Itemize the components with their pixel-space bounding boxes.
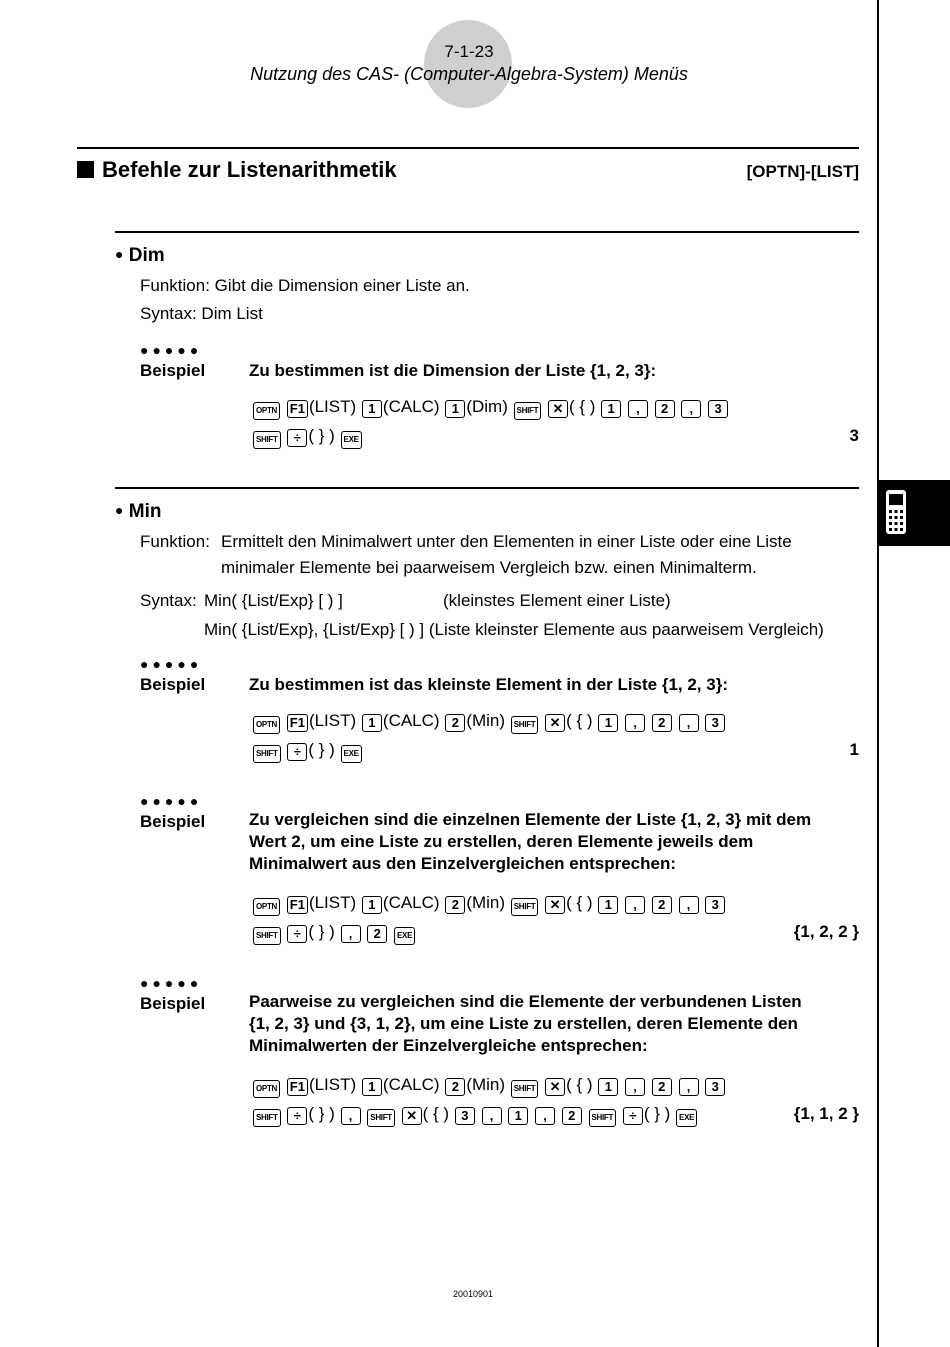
key-label: (LIST) bbox=[308, 397, 357, 416]
comma-key: , bbox=[681, 400, 701, 418]
shift-key: SHIFT bbox=[511, 716, 539, 734]
key-label: (Dim) bbox=[466, 397, 508, 416]
dim-name: Dim bbox=[128, 245, 165, 266]
comma-key: , bbox=[625, 714, 645, 732]
square-bullet-icon bbox=[77, 161, 94, 178]
min-ex2-title bbox=[249, 809, 811, 875]
key-3: 3 bbox=[705, 896, 725, 914]
shift-key: SHIFT bbox=[511, 898, 539, 916]
key-label: ( { ) bbox=[568, 397, 596, 416]
key-3: 3 bbox=[708, 400, 728, 418]
min-ex1-title: Zu bestimmen ist das kleinste Element in der Liste {1, 2, 3}: bbox=[249, 675, 728, 694]
min-ex1-result: 1 bbox=[849, 740, 859, 759]
min-ex2-title-line: Zu vergleichen sind die einzelnen Elemente der Liste {1, 2, 3} mit dem bbox=[249, 810, 812, 829]
min-syntax-label: Syntax: bbox=[140, 591, 197, 610]
key-1: 1 bbox=[362, 1078, 382, 1096]
comma-key: , bbox=[679, 714, 699, 732]
bullet-icon: ● bbox=[115, 502, 124, 518]
key-2: 2 bbox=[652, 1078, 672, 1096]
footer-code: 20010901 bbox=[452, 1289, 494, 1299]
key-2: 2 bbox=[652, 714, 672, 732]
beispiel-label: Beispiel bbox=[140, 675, 206, 694]
key-1: 1 bbox=[445, 400, 465, 418]
min-syntax1-desc: (kleinstes Element einer Liste) bbox=[443, 591, 671, 610]
key-3: 3 bbox=[705, 1078, 725, 1096]
comma-key: , bbox=[535, 1107, 555, 1125]
key-label: ( { ) bbox=[566, 1075, 593, 1094]
shift-key: SHIFT bbox=[589, 1109, 617, 1127]
key-label: (CALC) bbox=[382, 893, 440, 912]
shift-key: SHIFT bbox=[253, 927, 281, 945]
key-label: ( } ) bbox=[308, 740, 335, 759]
key-label: ( } ) bbox=[308, 426, 335, 445]
dim-ex1-result: 3 bbox=[849, 426, 859, 445]
key-label: (LIST) bbox=[308, 893, 357, 912]
example-dots: ●●●●● bbox=[140, 656, 203, 672]
f1-key: F1 bbox=[287, 400, 308, 418]
key-2: 2 bbox=[445, 1078, 465, 1096]
key-label: ( } ) bbox=[643, 1104, 671, 1123]
key-2: 2 bbox=[562, 1107, 582, 1125]
key-2: 2 bbox=[367, 925, 387, 943]
min-ex2-title-line: Wert 2, um eine Liste zu erstellen, deren Elemente jeweils dem bbox=[249, 832, 754, 851]
key-label: (CALC) bbox=[382, 1075, 440, 1094]
key-3: 3 bbox=[705, 714, 725, 732]
times-key: ✕ bbox=[545, 1078, 565, 1096]
dim-ex1-title: Zu bestimmen ist die Dimension der Liste {1, 2, 3}: bbox=[249, 361, 657, 380]
example-dots: ●●●●● bbox=[140, 793, 203, 809]
shift-key: SHIFT bbox=[514, 402, 542, 420]
min-ex3-keys-line1 bbox=[252, 1074, 726, 1096]
chapter-tab bbox=[879, 480, 950, 546]
min-ex3-title-line: {1, 2, 3} und {3, 1, 2}, um eine Liste zu erstellen, deren Elemente den bbox=[249, 1014, 798, 1033]
dim-rule bbox=[115, 231, 859, 233]
optn-key: OPTN bbox=[253, 716, 280, 734]
comma-key: , bbox=[625, 896, 645, 914]
f1-key: F1 bbox=[287, 1078, 308, 1096]
key-2: 2 bbox=[652, 896, 672, 914]
key-label: (Min) bbox=[466, 1075, 506, 1094]
key-1: 1 bbox=[508, 1107, 528, 1125]
optn-key: OPTN bbox=[253, 898, 280, 916]
comma-key: , bbox=[482, 1107, 502, 1125]
times-key: ✕ bbox=[545, 714, 565, 732]
example-dots: ●●●●● bbox=[140, 975, 203, 991]
beispiel-label: Beispiel bbox=[140, 812, 206, 831]
min-heading bbox=[115, 501, 161, 523]
dim-heading bbox=[115, 245, 165, 267]
optn-key: OPTN bbox=[253, 402, 280, 420]
bullet-icon: ● bbox=[115, 246, 124, 262]
min-ex3-title-line: Minimalwerten der Einzelvergleiche entsprechen: bbox=[249, 1036, 648, 1055]
key-label: ( { ) bbox=[566, 711, 593, 730]
dim-ex1-keys-line2 bbox=[252, 425, 363, 447]
page-number: 7-1-23 bbox=[444, 42, 494, 61]
key-1: 1 bbox=[598, 896, 618, 914]
f1-key: F1 bbox=[287, 714, 308, 732]
margin-line bbox=[877, 0, 879, 1347]
exe-key: EXE bbox=[676, 1109, 697, 1127]
shift-key: SHIFT bbox=[253, 1109, 281, 1127]
times-key: ✕ bbox=[545, 896, 565, 914]
dim-ex1-keys-line1 bbox=[252, 396, 729, 418]
exe-key: EXE bbox=[341, 745, 362, 763]
exe-key: EXE bbox=[341, 431, 362, 449]
shift-key: SHIFT bbox=[253, 745, 281, 763]
key-label: ( } ) bbox=[308, 922, 335, 941]
key-1: 1 bbox=[601, 400, 621, 418]
key-1: 1 bbox=[362, 896, 382, 914]
dim-funktion: Funktion: Gibt die Dimension einer Liste an. bbox=[140, 276, 470, 295]
example-dots: ●●●●● bbox=[140, 342, 203, 358]
optn-key: OPTN bbox=[253, 1080, 280, 1098]
min-rule bbox=[115, 487, 859, 489]
key-1: 1 bbox=[598, 1078, 618, 1096]
min-ex3-keys-line2 bbox=[252, 1103, 698, 1125]
shift-key: SHIFT bbox=[367, 1109, 395, 1127]
min-name: Min bbox=[128, 501, 162, 522]
divide-key: ÷ bbox=[287, 1107, 307, 1125]
times-key: ✕ bbox=[402, 1107, 422, 1125]
min-ex3-title-line: Paarweise zu vergleichen sind die Elemente der verbundenen Listen bbox=[249, 992, 802, 1011]
times-key: ✕ bbox=[548, 400, 568, 418]
key-label: ( { ) bbox=[566, 893, 593, 912]
min-ex2-keys-line2 bbox=[252, 921, 416, 943]
min-funktion-label: Funktion: bbox=[140, 532, 210, 551]
comma-key: , bbox=[625, 1078, 645, 1096]
shift-key: SHIFT bbox=[253, 431, 281, 449]
min-funktion-line1: Ermittelt den Minimalwert unter den Elementen in einer Liste oder eine Liste bbox=[221, 532, 792, 551]
section-title-text: Befehle zur Listenarithmetik bbox=[102, 157, 397, 182]
key-2: 2 bbox=[445, 896, 465, 914]
key-label: ( } ) bbox=[308, 1104, 335, 1123]
comma-key: , bbox=[341, 1107, 361, 1125]
min-ex2-result: {1, 2, 2 } bbox=[793, 922, 859, 941]
divide-key: ÷ bbox=[287, 429, 307, 447]
page-subtitle: Nutzung des CAS- (Computer-Algebra-System) Menüs bbox=[250, 64, 688, 84]
exe-key: EXE bbox=[394, 927, 415, 945]
key-label: (LIST) bbox=[308, 711, 357, 730]
calculator-icon bbox=[885, 489, 907, 535]
min-syntax1: Min( {List/Exp} [ ) ] bbox=[204, 591, 343, 610]
section-rule bbox=[77, 147, 859, 149]
key-3: 3 bbox=[455, 1107, 475, 1125]
min-funktion-line2: minimaler Elemente bei paarweisem Vergleich bzw. einen Minimalterm. bbox=[221, 558, 757, 577]
divide-key: ÷ bbox=[287, 743, 307, 761]
key-label: (LIST) bbox=[308, 1075, 357, 1094]
comma-key: , bbox=[341, 925, 361, 943]
f1-key: F1 bbox=[287, 896, 308, 914]
min-ex1-keys-line2 bbox=[252, 739, 363, 761]
min-ex2-title-line: Minimalwert aus den Einzelvergleichen entsprechen: bbox=[249, 854, 677, 873]
key-1: 1 bbox=[362, 714, 382, 732]
min-ex3-result: {1, 1, 2 } bbox=[793, 1104, 859, 1123]
shift-key: SHIFT bbox=[511, 1080, 539, 1098]
key-label: (CALC) bbox=[382, 397, 440, 416]
divide-key: ÷ bbox=[623, 1107, 643, 1125]
beispiel-label: Beispiel bbox=[140, 361, 206, 380]
divide-key: ÷ bbox=[287, 925, 307, 943]
min-ex3-title bbox=[249, 991, 802, 1057]
beispiel-label: Beispiel bbox=[140, 994, 206, 1013]
min-ex2-keys-line1 bbox=[252, 892, 726, 914]
key-2: 2 bbox=[655, 400, 675, 418]
key-label: ( { ) bbox=[422, 1104, 450, 1123]
min-syntax2: Min( {List/Exp}, {List/Exp} [ ) ] (Liste kleinster Elemente aus paarweisem Vergleich) bbox=[204, 620, 824, 639]
key-1: 1 bbox=[362, 400, 382, 418]
dim-syntax: Syntax: Dim List bbox=[140, 304, 263, 323]
key-label: (Min) bbox=[466, 711, 506, 730]
comma-key: , bbox=[679, 1078, 699, 1096]
comma-key: , bbox=[679, 896, 699, 914]
section-title bbox=[77, 157, 397, 183]
min-ex1-keys-line1 bbox=[252, 710, 726, 732]
key-2: 2 bbox=[445, 714, 465, 732]
menu-path: [OPTN]-[LIST] bbox=[746, 162, 859, 181]
key-label: (CALC) bbox=[382, 711, 440, 730]
key-1: 1 bbox=[598, 714, 618, 732]
key-label: (Min) bbox=[466, 893, 506, 912]
comma-key: , bbox=[628, 400, 648, 418]
